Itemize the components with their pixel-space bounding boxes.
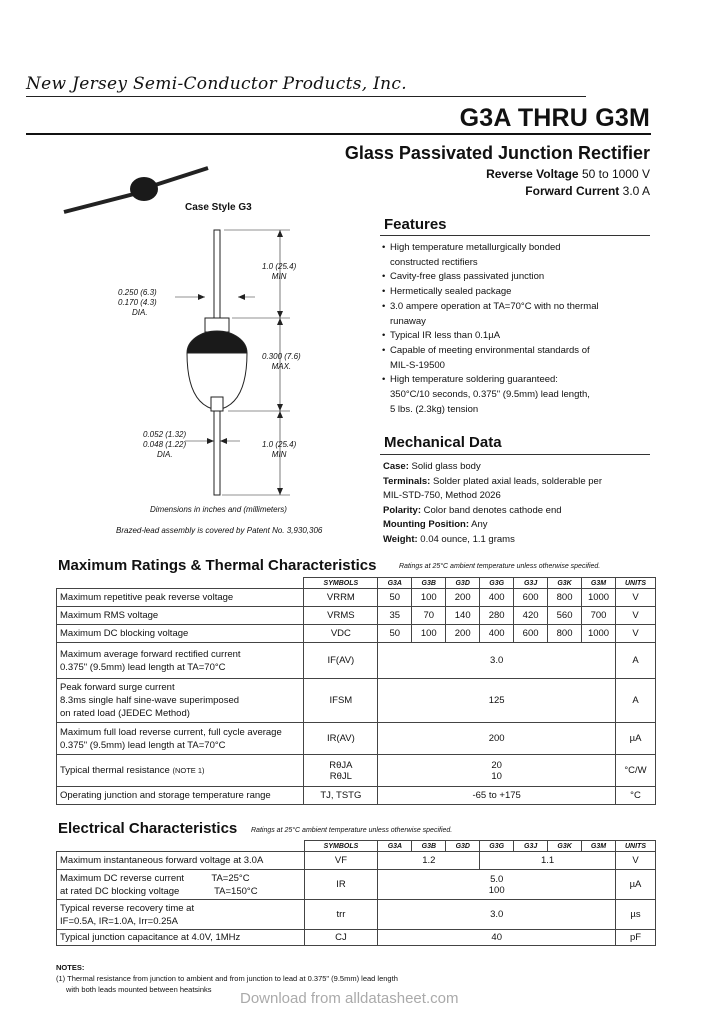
electrical-table [56,840,656,946]
company-name: New Jersey Semi-Conductor Products, Inc. [26,74,407,94]
notes-block: NOTES: (1) Thermal resistance from junction to ambient and from junction to lead at 0.375" (9.5mm) lead length with both leads mounted between heatsinks [56,963,398,994]
forward-current-value: 3.0 A [622,184,650,198]
mechanical-title: Mechanical Data [384,434,502,451]
table-row: Maximum DC reverse current TA=25°C at rated DC blocking voltage TA=150°C IR 5.0 100 µA [57,870,656,900]
features-rule [380,235,650,236]
forward-current-label: Forward Current [525,184,620,198]
feature-item: • Cavity-free glass passivated junction [382,270,652,285]
title-rule [26,133,651,135]
feature-item: • Capable of meeting environmental standards of [382,344,652,359]
table-row: Typical junction capacitance at 4.0V, 1MHz CJ 40 pF [57,930,656,946]
table-row: Maximum full load reverse current, full cycle average 0.375" (9.5mm) lead length at TA=70°C IR(AV) 200 µA [57,723,656,755]
feature-item: • High temperature soldering guaranteed: [382,373,652,388]
feature-item: • 3.0 ampere operation at TA=70°C with no thermal [382,300,652,315]
case-style-label: Case Style G3 [185,202,252,213]
table-row: Typical reverse recovery time at IF=0.5A, IR=1.0A, Irr=0.25A trr 3.0 µs [57,900,656,930]
feature-item: runaway [390,315,426,327]
watermark: Download from alldatasheet.com [240,990,459,1007]
dim-lead-diameter: 0.052 (1.32) 0.048 (1.22) DIA. [143,430,187,459]
max-ratings-title: Maximum Ratings & Thermal Characteristics [58,557,377,574]
mechanical-data-block: Case: Solid glass body Terminals: Solder plated axial leads, solderable per MIL-STD-750, Method 2026 Polarity: Color band denotes cathode end Mounting Position: Any Weight: 0.04 ounce, 1.1 grams [383,461,602,545]
max-ratings-table [56,577,656,805]
feature-item: • High temperature metallurgically bonded [382,241,652,256]
feature-item: 5 lbs. (2.3kg) tension [390,403,479,415]
table-row: Operating junction and storage temperature range TJ, TSTG -65 to +175 °C [57,787,656,805]
features-list [382,241,652,417]
table-row: Maximum average forward rectified current 0.375" (9.5mm) lead length at TA=70°C IF(AV) 3.0 A [57,643,656,679]
part-range-title: G3A THRU G3M [459,104,650,132]
dim-lead-top: 1.0 (25.4) MIN [262,262,297,281]
feature-item: 350°C/10 seconds, 0.375" (9.5mm) lead length, [390,389,590,401]
reverse-voltage-spec [486,167,650,181]
diode-photo-icon [60,162,210,224]
reverse-voltage-label: Reverse Voltage [486,167,579,181]
max-ratings-note: Ratings at 25°C ambient temperature unless otherwise specified. [399,563,601,570]
feature-item: • Hermetically sealed package [382,285,652,300]
electrical-title: Electrical Characteristics [58,820,238,837]
table-row: Maximum instantaneous forward voltage at 3.0A VF 1.2 1.1 V [57,852,656,870]
table-row: Maximum RMS voltage VRMS 35 70 140 280 420 560 700 V [57,607,656,625]
feature-item: • Typical IR less than 0.1µA [382,329,652,344]
table-row: Maximum DC blocking voltage VDC 50 100 200 400 600 800 1000 V [57,625,656,643]
feature-item: constructed rectifiers [390,256,478,268]
mechanical-rule [380,454,650,455]
electrical-note: Ratings at 25°C ambient temperature unless otherwise specified. [251,827,453,834]
device-subtitle: Glass Passivated Junction Rectifier [344,143,650,163]
table-row: Peak forward surge current 8.3ms single half sine-wave superimposed on rated load (JEDEC Method) IFSM 125 A [57,679,656,723]
feature-item: MIL-S-19500 [390,359,445,371]
table-header-row: SYMBOLS G3A G3B G3D G3G G3J G3K G3M UNITS [57,841,656,852]
dim-body-length: 0.300 (7.6) MAX. [262,352,301,371]
dim-body-diameter: 0.250 (6.3) 0.170 (4.3) DIA. [118,288,157,317]
header-rule [26,96,586,97]
dimensions-note: Dimensions in inches and (millimeters) [150,505,287,514]
table-row: Maximum repetitive peak reverse voltage VRRM 50 100 200 400 600 800 1000 V [57,589,656,607]
table-row: Typical thermal resistance (NOTE 1) RθJA RθJL 20 10 °C/W [57,755,656,787]
table-header-row: SYMBOLS G3A G3B G3D G3G G3J G3K G3M UNITS [57,578,656,589]
patent-note: Brazed-lead assembly is covered by Patent No. 3,930,306 [116,526,323,535]
reverse-voltage-value: 50 to 1000 V [581,167,650,181]
dim-lead-bottom: 1.0 (25.4) MIN [262,440,297,459]
forward-current-spec [525,184,650,198]
features-title: Features [384,216,447,233]
